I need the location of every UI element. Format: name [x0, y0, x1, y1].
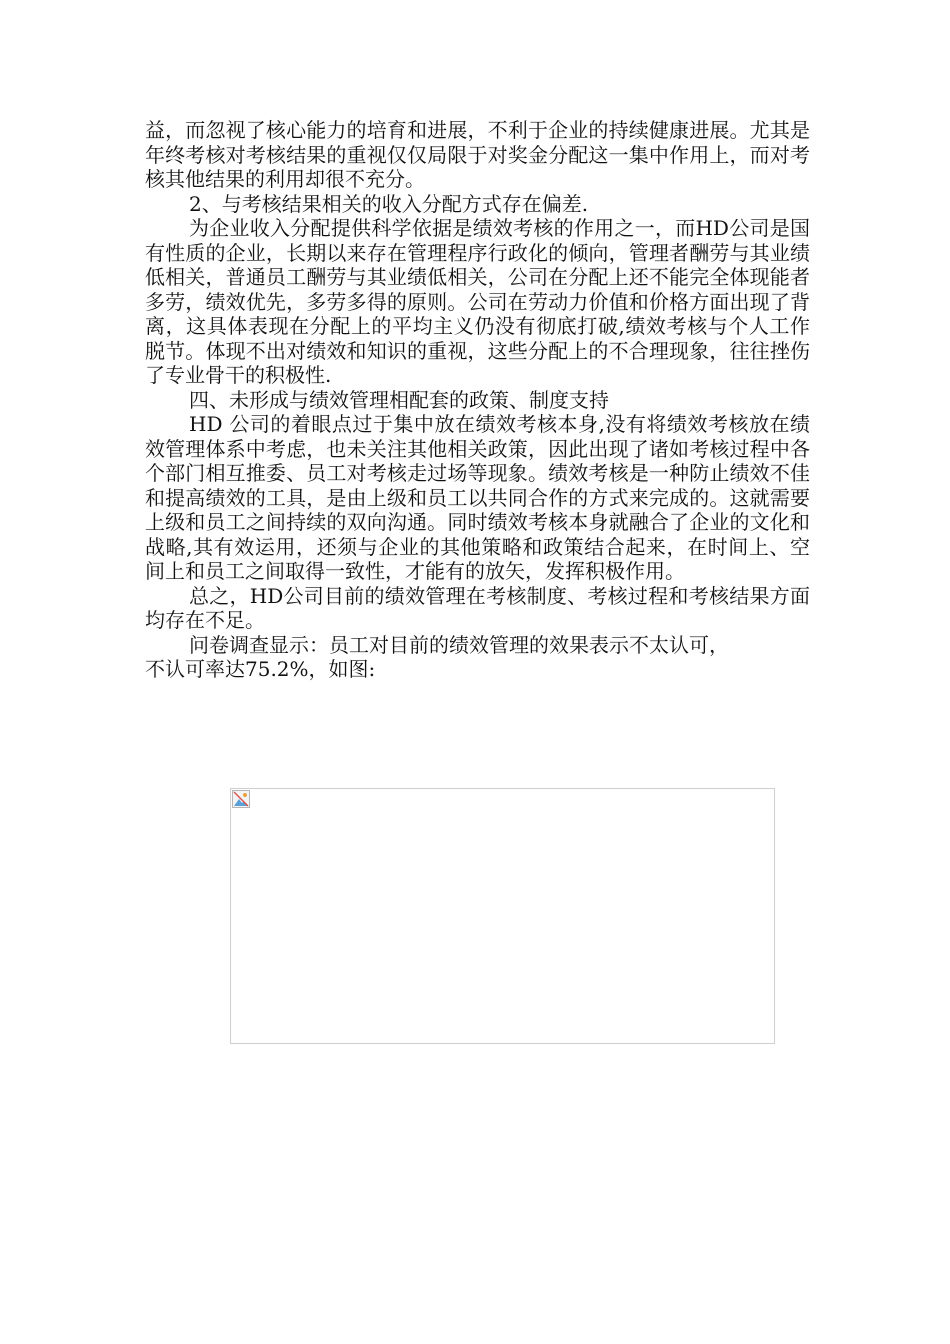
- paragraph-core-capability: 益，而忽视了核心能力的培育和进展，不利于企业的持续健康进展。尤其是年终考核对考核结果的重视仅仅局限于对奖金分配这一集中作用上，而对考核其他结果的利用却很不充分。: [145, 118, 810, 191]
- subheading-income-distribution: 2、与考核结果相关的收入分配方式存在偏差.: [189, 191, 589, 216]
- paragraph-policy-support: HD 公司的着眼点过于集中放在绩效考核本身,没有将绩效考核放在绩效管理体系中考虑，也未关注其他相关政策，因此出现了诸如考核过程中各个部门相互推委、员工对考核走过场等现象。绩效考核是一种防止绩效不佳和提高绩效的工具，是由上级和员工以共同合作的方式来完成的。这就需要上级和员工之间持续的双向沟通。同时绩效考核本身就融合了企业的文化和战略,其有效运用，还须与企业的其他策略和政策结合起来，在时间上、空间上和员工之间取得一致性，才能有的放矢，发挥积极作用。: [145, 412, 810, 583]
- paragraph-summary: 总之，HD公司目前的绩效管理在考核制度、考核过程和考核结果方面均存在不足。: [145, 583, 810, 632]
- paragraph-income-distribution: 为企业收入分配提供科学依据是绩效考核的作用之一，而HD公司是国有性质的企业，长期以来存在管理程序行政化的倾向，管理者酬劳与其业绩低相关，普通员工酬劳与其业绩低相关，公司在分配上还不能完全体现能者多劳，绩效优先，多劳多得的原则。公司在劳动力价值和价格方面出现了背离，这具体表现在分配上的平均主义仍没有彻底打破,绩效考核与个人工作脱节。体现不出对绩效和知识的重视，这些分配上的不合理现象，往往挫伤了专业骨干的积极性.: [145, 216, 810, 387]
- section-heading-policy-support: 四、未形成与绩效管理相配套的政策、制度支持: [189, 387, 609, 412]
- paragraph-survey-rate: 不认可率达75.2%，如图:: [145, 657, 376, 681]
- document-body: [145, 118, 810, 682]
- broken-image-icon: [232, 790, 250, 808]
- figure-placeholder: [230, 788, 775, 1044]
- paragraph-survey: 问卷调查显示：员工对目前的绩效管理的效果表示不太认可，: [189, 632, 729, 657]
